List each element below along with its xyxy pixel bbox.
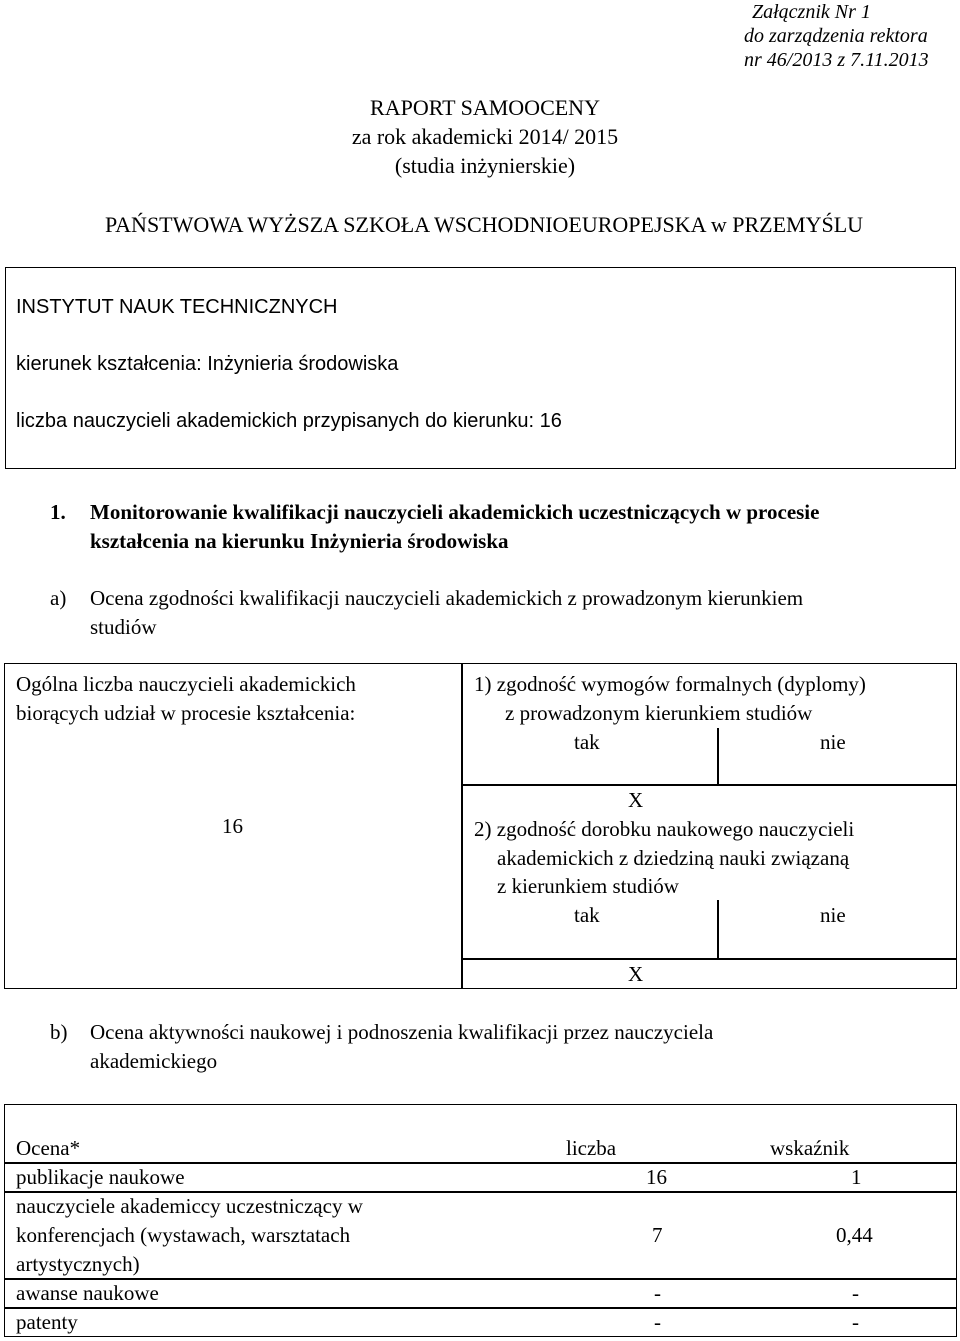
annex-line-1: Załącznik Nr 1 bbox=[752, 1, 871, 23]
table-b-row-index: - bbox=[852, 1310, 859, 1334]
table-b-row-count: 16 bbox=[646, 1165, 667, 1189]
table-b-row-label: publikacje naukowe bbox=[16, 1165, 185, 1189]
title-line-2: za rok akademicki 2014/ 2015 bbox=[351, 124, 619, 149]
item-b-text-line-1: Ocena aktywności naukowej i podnoszenia kwalifikacji przez nauczyciela bbox=[90, 1020, 714, 1044]
title-line-3: (studia inżynierskie) bbox=[394, 153, 576, 178]
table-b-row-count: 7 bbox=[652, 1223, 663, 1247]
item-a-text-line-2: studiów bbox=[90, 615, 157, 639]
q2-yes-label: tak bbox=[574, 903, 600, 927]
table-b-header-label: Ocena* bbox=[16, 1136, 81, 1160]
table-b-row-label-line-1: nauczyciele akademiccy uczestniczący w bbox=[16, 1194, 363, 1218]
table-b-header-index: wskaźnik bbox=[770, 1136, 850, 1160]
table-a-q1-split bbox=[717, 728, 719, 785]
q1-yes-label: tak bbox=[574, 730, 600, 754]
item-a-marker: a) bbox=[50, 586, 67, 610]
annex-line-3: nr 46/2013 z 7.11.2013 bbox=[744, 49, 929, 71]
q2-text-line-3: z kierunkiem studiów bbox=[497, 874, 679, 898]
q1-text-line-1: 1) zgodność wymogów formalnych (dyplomy) bbox=[474, 672, 866, 696]
report-title bbox=[0, 93, 960, 180]
table-b-row-label-line-3: artystycznych) bbox=[16, 1252, 140, 1276]
table-b-row3-line bbox=[4, 1307, 957, 1309]
table-a-left-label-line-1: Ogólna liczba nauczycieli akademickich bbox=[16, 672, 356, 696]
table-b-row-index: 0,44 bbox=[836, 1223, 873, 1247]
table-b-row-label-line-2: konferencjach (wystawach, warsztatach bbox=[16, 1223, 351, 1247]
annex-note bbox=[744, 0, 929, 72]
table-b-row-count: - bbox=[654, 1281, 661, 1305]
q2-text-line-2: akademickich z dziedziną nauki związaną bbox=[497, 846, 850, 870]
annex-line-2: do zarządzenia rektora bbox=[744, 25, 928, 47]
q2-no-label: nie bbox=[820, 903, 846, 927]
section-1-heading-line-1: Monitorowanie kwalifikacji nauczycieli akademickich uczestniczących w procesie bbox=[90, 500, 820, 524]
table-a-q2-split bbox=[717, 900, 719, 958]
table-b-row-index: 1 bbox=[851, 1165, 862, 1189]
table-b-row-label: awanse naukowe bbox=[16, 1281, 159, 1305]
table-a-divider-vertical bbox=[461, 663, 463, 989]
item-a-text-line-1: Ocena zgodności kwalifikacji nauczycieli akademickich z prowadzonym kierunkiem bbox=[90, 586, 804, 610]
table-b-row-count: - bbox=[654, 1310, 661, 1334]
table-a-left-value: 16 bbox=[222, 814, 243, 838]
q2-text-line-1: 2) zgodność dorobku naukowego nauczycieli bbox=[474, 817, 855, 841]
q1-no-label: nie bbox=[820, 730, 846, 754]
teachers-count: liczba nauczycieli akademickich przypisanych do kierunku: 16 bbox=[16, 410, 562, 432]
q2-yes-mark: X bbox=[628, 962, 644, 986]
q1-yes-mark: X bbox=[628, 788, 644, 812]
table-b-row-index: - bbox=[852, 1281, 859, 1305]
table-a-q1-row-line bbox=[461, 784, 957, 786]
table-a-left-label-line-2: biorących udział w procesie kształcenia: bbox=[16, 701, 356, 725]
institute-name: INSTYTUT NAUK TECHNICZNYCH bbox=[16, 296, 338, 318]
direction-label: kierunek kształcenia: Inżynieria środowiska bbox=[16, 353, 399, 375]
item-b-marker: b) bbox=[50, 1020, 68, 1044]
table-b-row-label: patenty bbox=[16, 1310, 78, 1334]
section-1-number: 1. bbox=[50, 500, 66, 524]
section-1-heading-line-2: kształcenia na kierunku Inżynieria środowiska bbox=[90, 529, 509, 553]
item-b-text-line-2: akademickiego bbox=[90, 1049, 218, 1073]
table-b-header-count: liczba bbox=[566, 1136, 617, 1160]
table-a-q2-row-line bbox=[461, 958, 957, 960]
institution-name: PAŃSTWOWA WYŻSZA SZKOŁA WSCHODNIOEUROPEJSKA w PRZEMYŚLU bbox=[104, 212, 864, 237]
title-line-1: RAPORT SAMOOCENY bbox=[370, 95, 600, 120]
q1-text-line-2: z prowadzonym kierunkiem studiów bbox=[505, 701, 813, 725]
